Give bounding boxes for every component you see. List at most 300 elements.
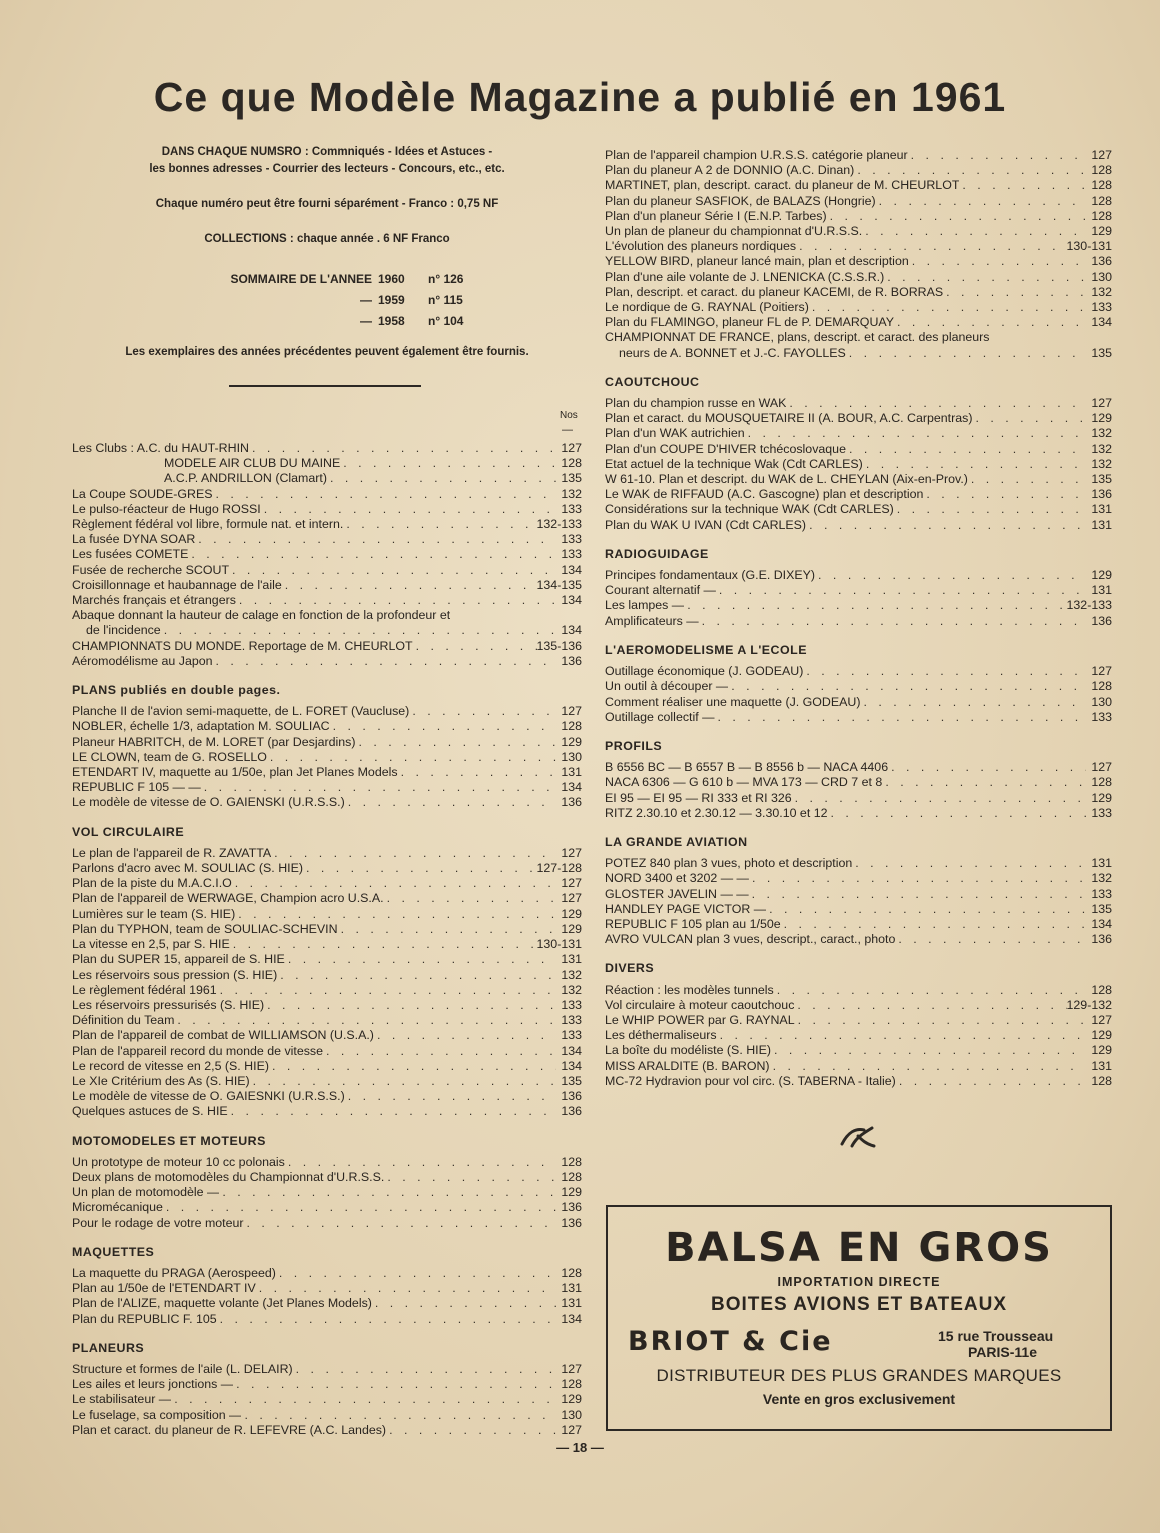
entry-title: Parlons d'acro avec M. SOULIAC (S. HIE) bbox=[72, 861, 303, 876]
entry-issue-number: 134 bbox=[561, 1311, 582, 1326]
dot-leader bbox=[749, 887, 1086, 902]
entry-issue-number: 129 bbox=[561, 1185, 582, 1200]
index-entry bbox=[72, 952, 582, 967]
dot-leader bbox=[398, 765, 556, 780]
entry-title: Le WHIP POWER par G. RAYNAL bbox=[605, 1012, 795, 1027]
entry-issue-number: 135 bbox=[1091, 472, 1112, 487]
numbers-column-header: Nos bbox=[560, 410, 578, 421]
dot-leader bbox=[795, 1013, 1086, 1028]
section-heading: RADIOGUIDAGE bbox=[605, 546, 709, 561]
entry-title: Le XIe Critérium des As (S. HIE) bbox=[72, 1073, 250, 1088]
entry-title: Les déthermaliseurs bbox=[605, 1028, 717, 1043]
entry-issue-number: 134 bbox=[561, 623, 582, 638]
entry-title: NACA 6306 — G 610 b — MVA 173 — CRD 7 et 8 bbox=[605, 775, 883, 790]
index-entry bbox=[605, 791, 1112, 806]
entry-issue-number: 130 bbox=[1091, 694, 1112, 709]
entry-title: Le WAK de RIFFAUD (A.C. Gascogne) plan et description bbox=[605, 487, 924, 502]
entry-title: Plan d'un planeur Série I (E.N.P. Tarbes) bbox=[605, 208, 827, 223]
entry-issue-number: 128 bbox=[1091, 679, 1112, 694]
entry-issue-number: 133 bbox=[1091, 886, 1112, 901]
ad-subtitle: BOITES AVIONS ET BATEAUX bbox=[710, 1294, 1007, 1315]
entry-title: B 6556 BC — B 6557 B — B 8556 b — NACA 4406 bbox=[605, 760, 889, 775]
entry-issue-number: 136 bbox=[561, 1089, 582, 1104]
index-entry bbox=[72, 780, 582, 795]
section-heading: LA GRANDE AVIATION bbox=[605, 834, 748, 849]
entry-title: Plan et caract. du MOUSQUETAIRE II (A. BOUR, A.C. Carpentras) bbox=[605, 411, 973, 426]
index-entry bbox=[72, 1170, 582, 1185]
entry-title: REPUBLIC F 105 — — bbox=[72, 780, 201, 795]
dot-leader bbox=[232, 876, 556, 891]
entry-title: Les Clubs : A.C. du HAUT-RHIN bbox=[72, 441, 249, 455]
entry-title: POTEZ 840 plan 3 vues, photo et description bbox=[605, 856, 853, 871]
index-entry bbox=[605, 209, 1112, 224]
dot-leader bbox=[217, 1312, 556, 1327]
index-entry bbox=[72, 532, 582, 547]
entry-title: Deux plans de motomodèles du Championnat d'U.R.S.S. bbox=[72, 1169, 385, 1184]
index-entry bbox=[72, 1044, 582, 1059]
entry-title: Marchés français et étrangers bbox=[72, 593, 236, 608]
entry-issue-number: 135-136 bbox=[536, 638, 582, 653]
entry-title: La vitesse en 2,5, par S. HIE bbox=[72, 937, 230, 952]
entry-title: Le règlement fédéral 1961 bbox=[72, 982, 217, 997]
dot-leader bbox=[786, 396, 1086, 411]
intro-line: DANS CHAQUE NUMSRO : Commniqués - Idées et Astuces - bbox=[161, 146, 493, 158]
entry-title: Les réservoirs sous pression (S. HIE) bbox=[72, 967, 278, 982]
dot-leader bbox=[212, 487, 556, 502]
index-entry bbox=[72, 704, 582, 719]
entry-issue-number: 133 bbox=[1091, 300, 1112, 315]
index-entry bbox=[605, 457, 1112, 472]
index-entry bbox=[605, 856, 1112, 871]
index-entry bbox=[72, 891, 582, 906]
index-entry bbox=[72, 735, 582, 750]
index-entry bbox=[72, 1312, 582, 1327]
entry-issue-number: 136 bbox=[561, 1215, 582, 1230]
dot-leader bbox=[770, 1059, 1086, 1074]
dot-leader bbox=[267, 750, 556, 765]
entry-issue-number: 134 bbox=[561, 562, 582, 577]
dot-leader bbox=[261, 502, 556, 517]
index-entry bbox=[605, 254, 1112, 269]
numbers-column-dash: — bbox=[562, 424, 573, 436]
entry-title: Abaque donnant la hauteur de calage en fonction de la profondeur et bbox=[72, 608, 451, 623]
index-entry bbox=[72, 608, 582, 623]
entry-title: Réaction : les modèles tunnels bbox=[605, 982, 774, 997]
dot-leader bbox=[828, 806, 1087, 821]
dot-leader bbox=[345, 795, 556, 810]
entry-title: Le modèle de vitesse de O. GAIESNKI (U.R.S.S.) bbox=[72, 1089, 345, 1104]
entry-issue-number: 129 bbox=[1091, 1043, 1112, 1058]
entry-issue-number: 133 bbox=[561, 997, 582, 1012]
dot-leader bbox=[876, 194, 1086, 209]
entry-title: Plan et caract. du planeur de R. LEFEVRE (A.C. Landes) bbox=[72, 1422, 387, 1437]
index-entry bbox=[72, 1059, 582, 1074]
entry-title: La Coupe SOUDE-GRES bbox=[72, 486, 213, 501]
sommaire-row: SOMMAIRE DE L'ANNEE 1960 n° 126 bbox=[230, 272, 464, 286]
entry-title: Plan de l'appareil record du monde de vitesse bbox=[72, 1043, 324, 1058]
index-entry bbox=[72, 1074, 582, 1089]
dot-leader bbox=[241, 1408, 556, 1423]
section-heading: PROFILS bbox=[605, 738, 663, 753]
dot-leader bbox=[794, 998, 1066, 1013]
entry-title: MC-72 Hydravion pour vol circ. (S. TABERNA - Italie) bbox=[605, 1073, 896, 1088]
entry-title: Plan de l'appareil champion U.R.S.S. catégorie planeur bbox=[605, 148, 908, 162]
entry-issue-number: 128 bbox=[561, 1169, 582, 1184]
index-entry bbox=[605, 710, 1112, 725]
advertisement-box bbox=[606, 1205, 1112, 1431]
index-entry bbox=[605, 902, 1112, 917]
entry-title: YELLOW BIRD, planeur lancé main, plan et description bbox=[605, 254, 909, 269]
dot-leader bbox=[282, 578, 537, 593]
dot-leader bbox=[846, 442, 1086, 457]
index-entry bbox=[72, 1104, 582, 1119]
entry-issue-number: 128 bbox=[1091, 193, 1112, 208]
index-entry bbox=[72, 968, 582, 983]
entry-issue-number: 128 bbox=[1091, 775, 1112, 790]
index-entry bbox=[72, 983, 582, 998]
entry-issue-number: 133 bbox=[561, 501, 582, 516]
entry-title: Le record de vitesse en 2,5 (S. HIE) bbox=[72, 1058, 269, 1073]
entry-issue-number: 133 bbox=[561, 1013, 582, 1028]
ad-headline: BALSA EN GROS bbox=[665, 1225, 1053, 1271]
entry-issue-number: 132 bbox=[1091, 456, 1112, 471]
entry-title: Plan au 1/50e de l'ETENDART IV bbox=[72, 1281, 256, 1296]
sommaire-table bbox=[72, 272, 582, 335]
entry-title: Amplificateurs — bbox=[605, 613, 699, 628]
dot-leader bbox=[895, 932, 1086, 947]
index-entry bbox=[605, 917, 1112, 932]
dot-leader bbox=[959, 178, 1086, 193]
dot-leader bbox=[323, 1044, 556, 1059]
index-entry bbox=[605, 806, 1112, 821]
index-entry bbox=[605, 932, 1112, 947]
dot-leader bbox=[943, 285, 1086, 300]
entry-title: W 61-10. Plan et descript. du WAK de L. CHEYLAN (Aix-en-Prov.) bbox=[605, 472, 968, 487]
intro-line: Chaque numéro peut être fourni séparément - Franco : 0,75 NF bbox=[155, 198, 499, 210]
entry-title: Définition du Team bbox=[72, 1013, 175, 1028]
dot-leader bbox=[201, 780, 556, 795]
entry-title: Plan de l'appareil de WERWAGE, Champion acro U.S.A. bbox=[72, 891, 384, 906]
entry-title: Fusée de recherche SCOUT bbox=[72, 562, 230, 577]
entry-issue-number: 129 bbox=[561, 921, 582, 936]
entry-issue-number: 133 bbox=[561, 1028, 582, 1043]
entry-title: Un plan de motomodèle — bbox=[72, 1185, 220, 1200]
index-entry bbox=[72, 719, 582, 734]
dot-leader bbox=[271, 846, 556, 861]
entry-title: Plan du planeur A 2 de DONNIO (A.C. Dinan) bbox=[605, 163, 855, 178]
entry-title: Lumières sur le team (S. HIE) bbox=[72, 906, 236, 921]
entry-issue-number: 134 bbox=[561, 1043, 582, 1058]
entry-title: Outillage collectif — bbox=[605, 709, 715, 724]
dot-leader bbox=[276, 1266, 556, 1281]
dot-leader bbox=[716, 583, 1086, 598]
entry-title: NORD 3400 et 3202 — — bbox=[605, 871, 749, 886]
entry-title: Pour le rodage de votre moteur bbox=[72, 1215, 244, 1230]
entry-title: A.C.P. ANDRILLON (Clamart) bbox=[164, 471, 327, 486]
index-entry bbox=[605, 239, 1112, 254]
index-entry bbox=[72, 441, 582, 456]
entry-issue-number: 128 bbox=[561, 1265, 582, 1280]
index-entry bbox=[605, 871, 1112, 886]
dot-leader bbox=[195, 532, 556, 547]
entry-issue-number: 133 bbox=[1091, 805, 1112, 820]
dot-leader bbox=[908, 148, 1086, 163]
dot-leader bbox=[338, 922, 556, 937]
dot-leader bbox=[264, 998, 556, 1013]
entry-issue-number: 132 bbox=[1091, 871, 1112, 886]
index-entry bbox=[605, 163, 1112, 178]
entry-title: Planche II de l'avion semi-maquette, de L. FORET (Vaucluse) bbox=[72, 704, 410, 719]
index-entry bbox=[605, 178, 1112, 193]
entry-title: Règlement fédéral vol libre, formule nat. et intern. bbox=[72, 517, 344, 532]
dot-leader bbox=[327, 471, 556, 486]
index-entry bbox=[72, 861, 582, 876]
entry-title: L'évolution des planeurs nordiques bbox=[605, 239, 797, 254]
index-entry bbox=[605, 426, 1112, 441]
entry-issue-number: 132 bbox=[1091, 284, 1112, 299]
dot-leader bbox=[781, 917, 1086, 932]
entry-title: Plan de l'appareil de combat de WILLIAMSON (U.S.A.) bbox=[72, 1028, 374, 1043]
entry-issue-number: 131 bbox=[1091, 1058, 1112, 1073]
entry-title: Planeur HABRITCH, de M. LORET (par Desjardins) bbox=[72, 734, 356, 749]
dot-leader bbox=[384, 1170, 556, 1185]
index-entry bbox=[605, 664, 1112, 679]
dot-leader bbox=[846, 346, 1086, 361]
index-entry bbox=[605, 695, 1112, 710]
entry-title: REPUBLIC F 105 plan au 1/50e bbox=[605, 916, 781, 931]
index-entry bbox=[72, 639, 582, 654]
entry-issue-number: 131 bbox=[561, 765, 582, 780]
entry-issue-number: 133 bbox=[561, 547, 582, 562]
index-entry bbox=[605, 983, 1112, 998]
dot-leader bbox=[293, 1362, 556, 1377]
index-entry bbox=[72, 1362, 582, 1377]
left-column bbox=[72, 441, 582, 1438]
index-entry bbox=[72, 1028, 582, 1043]
index-entry bbox=[605, 487, 1112, 502]
index-entry bbox=[72, 1408, 582, 1423]
dot-leader bbox=[796, 239, 1066, 254]
dot-leader bbox=[277, 968, 556, 983]
entry-title: Un outil à découper — bbox=[605, 679, 729, 694]
ad-tagline: Vente en gros exclusivement bbox=[762, 1391, 956, 1407]
entry-title: RITZ 2.30.10 et 2.30.12 — 3.30.10 et 12 bbox=[605, 805, 828, 820]
entry-issue-number: 127 bbox=[1091, 664, 1112, 679]
index-entry bbox=[72, 1392, 582, 1407]
entry-issue-number: 128 bbox=[1091, 163, 1112, 178]
index-entry bbox=[605, 614, 1112, 629]
entry-issue-number: 128 bbox=[1091, 1073, 1112, 1088]
index-entry bbox=[605, 330, 1112, 345]
dot-leader bbox=[860, 695, 1086, 710]
entry-issue-number: 131 bbox=[561, 952, 582, 967]
index-entry bbox=[72, 563, 582, 578]
entry-issue-number: 128 bbox=[1091, 982, 1112, 997]
entry-title: Outillage économique (J. GODEAU) bbox=[605, 664, 804, 679]
ad-tagline: DISTRIBUTEUR DES PLUS GRANDES MARQUES bbox=[656, 1366, 1062, 1385]
entry-issue-number: 127 bbox=[561, 876, 582, 891]
entry-issue-number: 129 bbox=[561, 734, 582, 749]
entry-issue-number: 128 bbox=[561, 719, 582, 734]
index-entry bbox=[605, 1043, 1112, 1058]
dot-leader bbox=[250, 1074, 556, 1089]
dot-leader bbox=[715, 710, 1087, 725]
index-entry bbox=[605, 583, 1112, 598]
entry-title: Le plan de l'appareil de R. ZAVATTA bbox=[72, 845, 272, 860]
entry-title: Les lampes — bbox=[605, 598, 685, 613]
entry-title: EI 95 — EI 95 — RI 333 et RI 326 bbox=[605, 790, 792, 805]
index-entry bbox=[72, 547, 582, 562]
entry-issue-number: 135 bbox=[561, 471, 582, 486]
entry-title: Croisillonnage et haubannage de l'aile bbox=[72, 577, 282, 592]
index-entry bbox=[605, 315, 1112, 330]
dot-leader bbox=[766, 902, 1086, 917]
dot-leader bbox=[862, 224, 1086, 239]
entry-title: Comment réaliser une maquette (J. GODEAU) bbox=[605, 694, 861, 709]
dot-leader bbox=[374, 1028, 556, 1043]
index-entry bbox=[72, 593, 582, 608]
index-entry bbox=[605, 285, 1112, 300]
dot-leader bbox=[285, 1155, 556, 1170]
entry-issue-number: 128 bbox=[1091, 208, 1112, 223]
entry-issue-number: 134 bbox=[561, 780, 582, 795]
entry-title: Les réservoirs pressurisés (S. HIE) bbox=[72, 997, 265, 1012]
entry-issue-number: 129-132 bbox=[1066, 997, 1112, 1012]
entry-issue-number: 130 bbox=[1091, 269, 1112, 284]
dot-leader bbox=[968, 472, 1086, 487]
intro-block bbox=[72, 144, 582, 248]
entry-title: ETENDART IV, maquette au 1/50e, plan Jet Planes Models bbox=[72, 765, 398, 780]
dot-leader bbox=[806, 518, 1086, 533]
index-entry bbox=[72, 502, 582, 517]
index-entry bbox=[605, 1074, 1112, 1089]
entry-title: MISS ARALDITE (B. BARON) bbox=[605, 1058, 770, 1073]
entry-issue-number: 132 bbox=[561, 967, 582, 982]
dot-leader bbox=[884, 270, 1086, 285]
entry-issue-number: 127-128 bbox=[536, 861, 582, 876]
entry-issue-number: 127 bbox=[561, 891, 582, 906]
dot-leader bbox=[219, 1185, 556, 1200]
entry-issue-number: 134 bbox=[1091, 916, 1112, 931]
dot-leader bbox=[852, 856, 1086, 871]
index-entry bbox=[72, 937, 582, 952]
section-heading: MAQUETTES bbox=[72, 1244, 155, 1259]
dot-leader bbox=[229, 563, 556, 578]
dot-leader bbox=[803, 664, 1086, 679]
entry-title: de l'incidence bbox=[86, 623, 161, 638]
entry-title: Les fusées COMETE bbox=[72, 547, 189, 562]
index-entry bbox=[605, 568, 1112, 583]
entry-title: Quelques astuces de S. HIE bbox=[72, 1104, 228, 1119]
dot-leader bbox=[372, 1296, 556, 1311]
dot-leader bbox=[792, 791, 1086, 806]
entry-title: CHAMPIONNAT DE FRANCE, plans, descript. et caract. des planeurs bbox=[605, 330, 990, 345]
entry-issue-number: 134 bbox=[1091, 315, 1112, 330]
entry-issue-number: 130-131 bbox=[1066, 239, 1112, 254]
entry-issue-number: 135 bbox=[561, 1073, 582, 1088]
dot-leader bbox=[230, 937, 537, 952]
entry-title: CHAMPIONNATS DU MONDE. Reportage de M. CHEURLOT bbox=[72, 638, 413, 653]
entry-issue-number: 133 bbox=[1091, 709, 1112, 724]
dot-leader bbox=[340, 456, 556, 471]
dot-leader bbox=[386, 1423, 556, 1438]
index-entry bbox=[72, 998, 582, 1013]
index-entry bbox=[605, 518, 1112, 533]
dot-leader bbox=[863, 457, 1086, 472]
dot-leader bbox=[235, 907, 556, 922]
entry-issue-number: 129 bbox=[1091, 790, 1112, 805]
divider bbox=[229, 385, 421, 387]
dot-leader bbox=[384, 891, 556, 906]
entry-issue-number: 135 bbox=[1091, 901, 1112, 916]
dot-leader bbox=[774, 983, 1086, 998]
ornament-icon bbox=[838, 1124, 878, 1150]
dot-leader bbox=[188, 547, 556, 562]
dot-leader bbox=[894, 502, 1086, 517]
index-entry bbox=[605, 472, 1112, 487]
dot-leader bbox=[163, 1200, 556, 1215]
intro-line: les bonnes adresses - Courrier des lecteurs - Concours, etc., etc. bbox=[149, 163, 505, 175]
entry-issue-number: 134 bbox=[561, 593, 582, 608]
entry-issue-number: 129 bbox=[561, 1392, 582, 1407]
dot-leader bbox=[244, 1216, 556, 1231]
index-entry bbox=[72, 1089, 582, 1104]
entry-issue-number: 132-133 bbox=[1066, 598, 1112, 613]
entry-title: neurs de A. BONNET et J.-C. FAYOLLES bbox=[619, 345, 846, 360]
index-entry bbox=[605, 502, 1112, 517]
entry-title: Micromécanique bbox=[72, 1200, 163, 1215]
sommaire-row: — 1959 n° 115 bbox=[360, 293, 463, 307]
entry-title: Plan du REPUBLIC F. 105 bbox=[72, 1311, 217, 1326]
section-heading: PLANEURS bbox=[72, 1340, 145, 1355]
entry-issue-number: 130 bbox=[561, 1407, 582, 1422]
entry-title: Le pulso-réacteur de Hugo ROSSI bbox=[72, 501, 261, 516]
entry-title: GLOSTER JAVELIN — — bbox=[605, 886, 749, 901]
ad-address: 15 rue Trousseau PARIS-11e bbox=[938, 1328, 1054, 1360]
entry-title: Plan du WAK U IVAN (Cdt CARLES) bbox=[605, 517, 807, 532]
entry-issue-number: 127 bbox=[1091, 148, 1112, 162]
entry-issue-number: 129 bbox=[561, 906, 582, 921]
entry-issue-number: 136 bbox=[1091, 613, 1112, 628]
dot-leader bbox=[285, 952, 556, 967]
entry-issue-number: 131 bbox=[1091, 502, 1112, 517]
entry-issue-number: 134 bbox=[561, 1058, 582, 1073]
dot-leader bbox=[745, 426, 1086, 441]
entry-title: MARTINET, plan, descript. caract. du planeur de M. CHEURLOT bbox=[605, 178, 960, 193]
index-entry bbox=[72, 765, 582, 780]
index-entry bbox=[72, 795, 582, 810]
entry-issue-number: 127 bbox=[561, 441, 582, 455]
dot-leader bbox=[233, 1377, 556, 1392]
index-entry bbox=[72, 1200, 582, 1215]
entry-title: Aéromodélisme au Japon bbox=[72, 653, 213, 668]
index-entry bbox=[72, 1266, 582, 1281]
dot-leader bbox=[303, 861, 537, 876]
entry-title: LE CLOWN, team de G. ROSELLO bbox=[72, 749, 267, 764]
dot-leader bbox=[345, 1089, 556, 1104]
section-heading: DIVERS bbox=[605, 961, 655, 976]
index-entry bbox=[72, 1281, 582, 1296]
entry-title: Plan du planeur SASFIOK, de BALAZS (Hongrie) bbox=[605, 193, 876, 208]
entry-title: Un prototype de moteur 10 cc polonais bbox=[72, 1154, 285, 1169]
entry-issue-number: 132 bbox=[561, 982, 582, 997]
entry-issue-number: 132 bbox=[1091, 426, 1112, 441]
entry-issue-number: 136 bbox=[1091, 932, 1112, 947]
dot-leader bbox=[161, 623, 556, 638]
index-entry bbox=[605, 346, 1112, 361]
entry-issue-number: 127 bbox=[1091, 396, 1112, 411]
entry-issue-number: 127 bbox=[1091, 1012, 1112, 1027]
